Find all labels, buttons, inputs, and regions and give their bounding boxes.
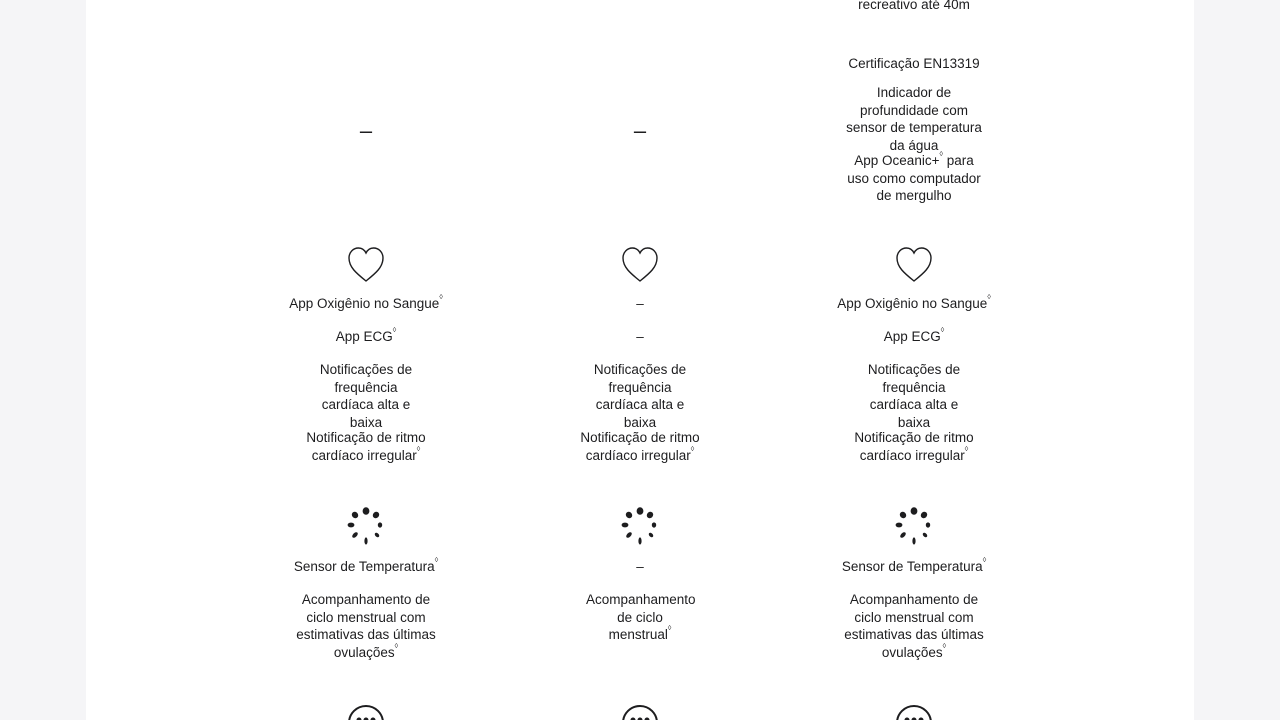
heart-rate-feature: Notificações de frequência cardíaca alta e baixa xyxy=(867,362,961,430)
ecg-feature: App ECG◊ xyxy=(883,327,945,344)
blood-oxygen-feature: App Oxigênio no Sangue◊ xyxy=(837,294,991,311)
irregular-rhythm-feature: Notificação de ritmo cardíaco irregular◊ xyxy=(580,430,700,463)
diving-dash: – xyxy=(633,118,647,143)
heart-icon xyxy=(346,245,386,285)
cycle-tracking-feature: Acompanhamento de ciclo menstrual com estimativas das últimas ovulações◊ xyxy=(844,592,984,660)
irregular-rhythm-feature: Notificação de ritmo cardíaco irregular◊ xyxy=(854,430,974,463)
temperature-sensor-icon xyxy=(894,506,934,546)
activity-icon xyxy=(346,703,386,720)
temperature-sensor-feature: – xyxy=(636,559,644,574)
ecg-feature: App ECG◊ xyxy=(335,327,397,344)
oceanic-app-feature: App Oceanic+◊ para uso como computador de mergulho xyxy=(847,151,981,203)
heart-icon xyxy=(620,245,660,285)
cycle-tracking-feature: Acompanhamento de ciclo menstrual◊ xyxy=(586,592,696,642)
blood-oxygen-feature: App Oxigênio no Sangue◊ xyxy=(289,294,443,311)
temperature-sensor-icon xyxy=(346,506,386,546)
comparison-panel xyxy=(86,0,1194,720)
depth-rating-fragment: recreativo até 40m xyxy=(858,0,970,12)
temperature-sensor-feature: Sensor de Temperatura◊ xyxy=(293,557,439,574)
blood-oxygen-feature: – xyxy=(636,296,644,311)
irregular-rhythm-feature: Notificação de ritmo cardíaco irregular◊ xyxy=(306,430,426,463)
heart-rate-feature: Notificações de frequência cardíaca alta e baixa xyxy=(319,362,413,430)
ecg-feature: – xyxy=(636,329,644,344)
heart-rate-feature: Notificações de frequência cardíaca alta e baixa xyxy=(593,362,687,430)
diving-dash: – xyxy=(359,118,373,143)
temperature-sensor-feature: Sensor de Temperatura◊ xyxy=(841,557,987,574)
cycle-tracking-feature: Acompanhamento de ciclo menstrual com estimativas das últimas ovulações◊ xyxy=(296,592,436,660)
certification-feature: Certificação EN13319 xyxy=(848,56,980,71)
temperature-sensor-icon xyxy=(620,506,660,546)
activity-icon xyxy=(894,703,934,720)
heart-icon xyxy=(894,245,934,285)
depth-indicator-feature: Indicador de profundidade com sensor de temperatura da água xyxy=(846,85,982,153)
activity-icon xyxy=(620,703,660,720)
